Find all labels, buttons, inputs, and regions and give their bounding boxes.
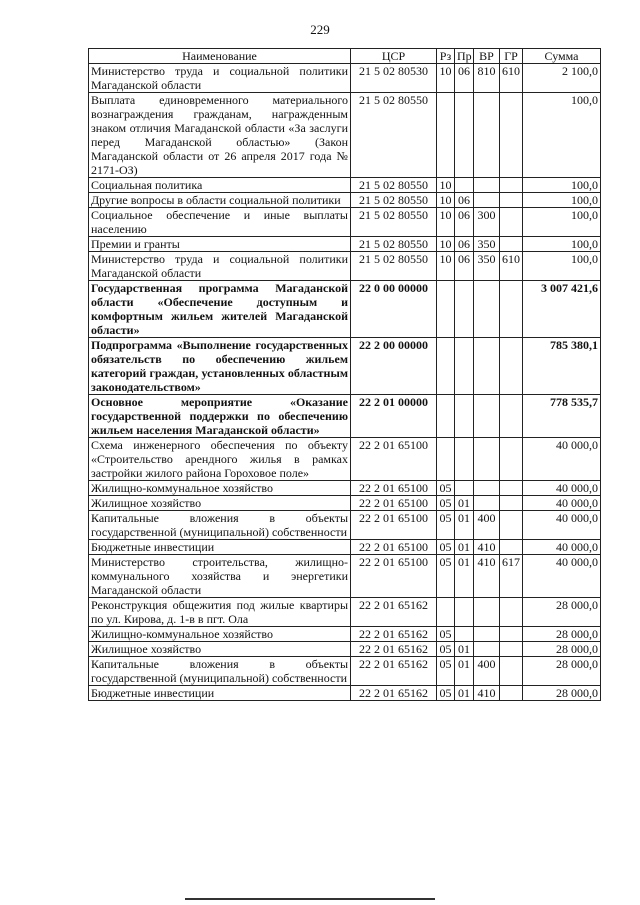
cell-vr	[474, 338, 500, 395]
cell-rz	[437, 438, 455, 481]
table-row	[89, 64, 601, 93]
cell-gr	[500, 281, 523, 338]
table-row	[89, 642, 601, 657]
cell-pr: 01	[455, 555, 474, 598]
cell-rz: 05	[437, 540, 455, 555]
table-row	[89, 93, 601, 178]
cell-sum: 100,0	[523, 193, 601, 208]
cell-csr: 22 0 00 00000	[351, 281, 437, 338]
cell-vr	[474, 193, 500, 208]
cell-gr	[500, 338, 523, 395]
cell-vr: 300	[474, 208, 500, 237]
cell-name: Жилищно-коммунальное хозяйство	[89, 627, 351, 642]
cell-name: Министерство строительства, жилищно-коммунального хозяйства и энергетики Магаданской области	[89, 555, 351, 598]
cell-gr	[500, 496, 523, 511]
cell-gr	[500, 686, 523, 701]
cell-sum: 28 000,0	[523, 642, 601, 657]
cell-vr: 810	[474, 64, 500, 93]
cell-pr: 01	[455, 642, 474, 657]
cell-vr: 400	[474, 511, 500, 540]
cell-pr	[455, 481, 474, 496]
cell-name: Премии и гранты	[89, 237, 351, 252]
cell-rz	[437, 338, 455, 395]
table-row	[89, 496, 601, 511]
cell-gr	[500, 178, 523, 193]
cell-sum: 40 000,0	[523, 481, 601, 496]
cell-gr	[500, 657, 523, 686]
cell-gr	[500, 481, 523, 496]
cell-vr	[474, 178, 500, 193]
table-row	[89, 338, 601, 395]
cell-pr: 06	[455, 64, 474, 93]
cell-name: Бюджетные инвестиции	[89, 540, 351, 555]
cell-name: Капитальные вложения в объекты государственной (муниципальной) собственности	[89, 657, 351, 686]
table-row	[89, 511, 601, 540]
table-row	[89, 555, 601, 598]
cell-sum: 40 000,0	[523, 511, 601, 540]
cell-csr: 22 2 01 65100	[351, 438, 437, 481]
cell-rz: 10	[437, 252, 455, 281]
cell-gr: 610	[500, 252, 523, 281]
cell-vr	[474, 438, 500, 481]
cell-sum: 100,0	[523, 93, 601, 178]
cell-sum: 100,0	[523, 178, 601, 193]
cell-sum: 40 000,0	[523, 496, 601, 511]
cell-rz	[437, 395, 455, 438]
cell-pr	[455, 281, 474, 338]
cell-name: Схема инженерного обеспечения по объекту «Строительство арендного жилья в рамках застройки жилого района Гороховое поле»	[89, 438, 351, 481]
header-csr: ЦСР	[351, 49, 437, 64]
cell-sum: 3 007 421,6	[523, 281, 601, 338]
cell-sum: 28 000,0	[523, 627, 601, 642]
cell-pr	[455, 338, 474, 395]
cell-name: Жилищное хозяйство	[89, 642, 351, 657]
header-gr: ГР	[500, 49, 523, 64]
cell-rz: 05	[437, 686, 455, 701]
table-row	[89, 208, 601, 237]
cell-csr: 22 2 01 65162	[351, 657, 437, 686]
cell-csr: 22 2 01 65162	[351, 627, 437, 642]
cell-gr	[500, 598, 523, 627]
cell-name: Капитальные вложения в объекты государственной (муниципальной) собственности	[89, 511, 351, 540]
cell-gr	[500, 627, 523, 642]
page-number: 229	[310, 22, 330, 37]
table-row	[89, 178, 601, 193]
cell-vr: 350	[474, 237, 500, 252]
cell-vr	[474, 93, 500, 178]
cell-vr: 410	[474, 686, 500, 701]
cell-pr: 01	[455, 657, 474, 686]
header-sum: Сумма	[523, 49, 601, 64]
cell-csr: 22 2 01 65162	[351, 642, 437, 657]
cell-rz	[437, 598, 455, 627]
cell-sum: 28 000,0	[523, 598, 601, 627]
cell-gr	[500, 540, 523, 555]
cell-csr: 21 5 02 80550	[351, 208, 437, 237]
cell-pr	[455, 395, 474, 438]
cell-sum: 100,0	[523, 252, 601, 281]
table-row	[89, 438, 601, 481]
cell-vr: 410	[474, 555, 500, 598]
cell-vr	[474, 642, 500, 657]
cell-gr: 617	[500, 555, 523, 598]
cell-csr: 22 2 01 65100	[351, 511, 437, 540]
header-vr: ВР	[474, 49, 500, 64]
cell-gr	[500, 438, 523, 481]
cell-pr: 01	[455, 540, 474, 555]
cell-rz	[437, 281, 455, 338]
cell-pr: 01	[455, 686, 474, 701]
cell-pr: 06	[455, 237, 474, 252]
cell-gr: 610	[500, 64, 523, 93]
cell-vr: 400	[474, 657, 500, 686]
cell-rz: 05	[437, 657, 455, 686]
cell-name: Основное мероприятие «Оказание государственной поддержки по обеспечению жильем населения Магаданской области»	[89, 395, 351, 438]
cell-csr: 21 5 02 80550	[351, 193, 437, 208]
cell-name: Бюджетные инвестиции	[89, 686, 351, 701]
cell-name: Жилищное хозяйство	[89, 496, 351, 511]
cell-gr	[500, 642, 523, 657]
cell-rz	[437, 93, 455, 178]
cell-csr: 21 5 02 80550	[351, 237, 437, 252]
header-rz: Рз	[437, 49, 455, 64]
cell-name: Другие вопросы в области социальной политики	[89, 193, 351, 208]
cell-csr: 22 2 01 65100	[351, 496, 437, 511]
cell-csr: 22 2 00 00000	[351, 338, 437, 395]
cell-rz: 05	[437, 555, 455, 598]
cell-name: Подпрограмма «Выполнение государственных обязательств по обеспечению жильем категорий граждан, установленных областным законодательством»	[89, 338, 351, 395]
cell-vr	[474, 395, 500, 438]
table-row	[89, 657, 601, 686]
cell-sum: 100,0	[523, 208, 601, 237]
cell-gr	[500, 395, 523, 438]
cell-csr: 21 5 02 80550	[351, 93, 437, 178]
cell-name: Социальное обеспечение и иные выплаты населению	[89, 208, 351, 237]
cell-name: Министерство труда и социальной политики Магаданской области	[89, 64, 351, 93]
cell-vr: 410	[474, 540, 500, 555]
cell-csr: 21 5 02 80550	[351, 178, 437, 193]
table-row	[89, 237, 601, 252]
cell-vr: 350	[474, 252, 500, 281]
cell-pr: 01	[455, 496, 474, 511]
table-header-row	[89, 49, 601, 64]
cell-pr: 06	[455, 252, 474, 281]
cell-vr	[474, 598, 500, 627]
cell-sum: 28 000,0	[523, 686, 601, 701]
cell-sum: 778 535,7	[523, 395, 601, 438]
cell-pr: 06	[455, 193, 474, 208]
cell-csr: 22 2 01 65162	[351, 686, 437, 701]
header-pr: Пр	[455, 49, 474, 64]
cell-pr	[455, 93, 474, 178]
cell-rz: 10	[437, 208, 455, 237]
cell-csr: 22 2 01 00000	[351, 395, 437, 438]
header-name: Наименование	[89, 49, 351, 64]
cell-csr: 22 2 01 65162	[351, 598, 437, 627]
cell-sum: 40 000,0	[523, 438, 601, 481]
budget-table	[88, 48, 601, 701]
cell-gr	[500, 208, 523, 237]
cell-vr	[474, 281, 500, 338]
table-row	[89, 395, 601, 438]
cell-sum: 40 000,0	[523, 555, 601, 598]
table-body	[89, 64, 601, 701]
bottom-divider	[185, 898, 435, 900]
cell-csr: 21 5 02 80550	[351, 252, 437, 281]
cell-name: Социальная политика	[89, 178, 351, 193]
cell-vr	[474, 627, 500, 642]
cell-name: Министерство труда и социальной политики Магаданской области	[89, 252, 351, 281]
cell-rz: 05	[437, 511, 455, 540]
cell-pr: 06	[455, 208, 474, 237]
cell-rz: 05	[437, 481, 455, 496]
cell-sum: 100,0	[523, 237, 601, 252]
cell-gr	[500, 193, 523, 208]
table-row	[89, 598, 601, 627]
cell-rz: 10	[437, 193, 455, 208]
cell-name: Выплата единовременного материального вознаграждения гражданам, награжденным знаком отличия Магаданской области «За заслуги перед Магаданской областью» (Закон Магаданской области от 26 апреля 2017 года № 2171-ОЗ)	[89, 93, 351, 178]
cell-csr: 22 2 01 65100	[351, 481, 437, 496]
cell-sum: 28 000,0	[523, 657, 601, 686]
table-row	[89, 281, 601, 338]
cell-gr	[500, 511, 523, 540]
cell-pr	[455, 178, 474, 193]
cell-sum: 785 380,1	[523, 338, 601, 395]
cell-name: Жилищно-коммунальное хозяйство	[89, 481, 351, 496]
table-row	[89, 481, 601, 496]
cell-rz: 05	[437, 642, 455, 657]
cell-pr	[455, 438, 474, 481]
cell-csr: 22 2 01 65100	[351, 555, 437, 598]
table-row	[89, 627, 601, 642]
cell-pr	[455, 598, 474, 627]
cell-rz: 10	[437, 178, 455, 193]
cell-rz: 05	[437, 496, 455, 511]
cell-rz: 10	[437, 64, 455, 93]
table-row	[89, 193, 601, 208]
cell-csr: 22 2 01 65100	[351, 540, 437, 555]
cell-name: Государственная программа Магаданской области «Обеспечение доступным и комфортным жильем жителей Магаданской области»	[89, 281, 351, 338]
cell-sum: 40 000,0	[523, 540, 601, 555]
cell-rz: 05	[437, 627, 455, 642]
table-row	[89, 252, 601, 281]
cell-vr	[474, 481, 500, 496]
cell-sum: 2 100,0	[523, 64, 601, 93]
cell-vr	[474, 496, 500, 511]
cell-name: Реконструкция общежития под жилые квартиры по ул. Кирова, д. 1-в в пгт. Ола	[89, 598, 351, 627]
cell-gr	[500, 93, 523, 178]
cell-pr	[455, 627, 474, 642]
cell-rz: 10	[437, 237, 455, 252]
cell-gr	[500, 237, 523, 252]
cell-csr: 21 5 02 80530	[351, 64, 437, 93]
table-row	[89, 540, 601, 555]
cell-pr: 01	[455, 511, 474, 540]
table-row	[89, 686, 601, 701]
